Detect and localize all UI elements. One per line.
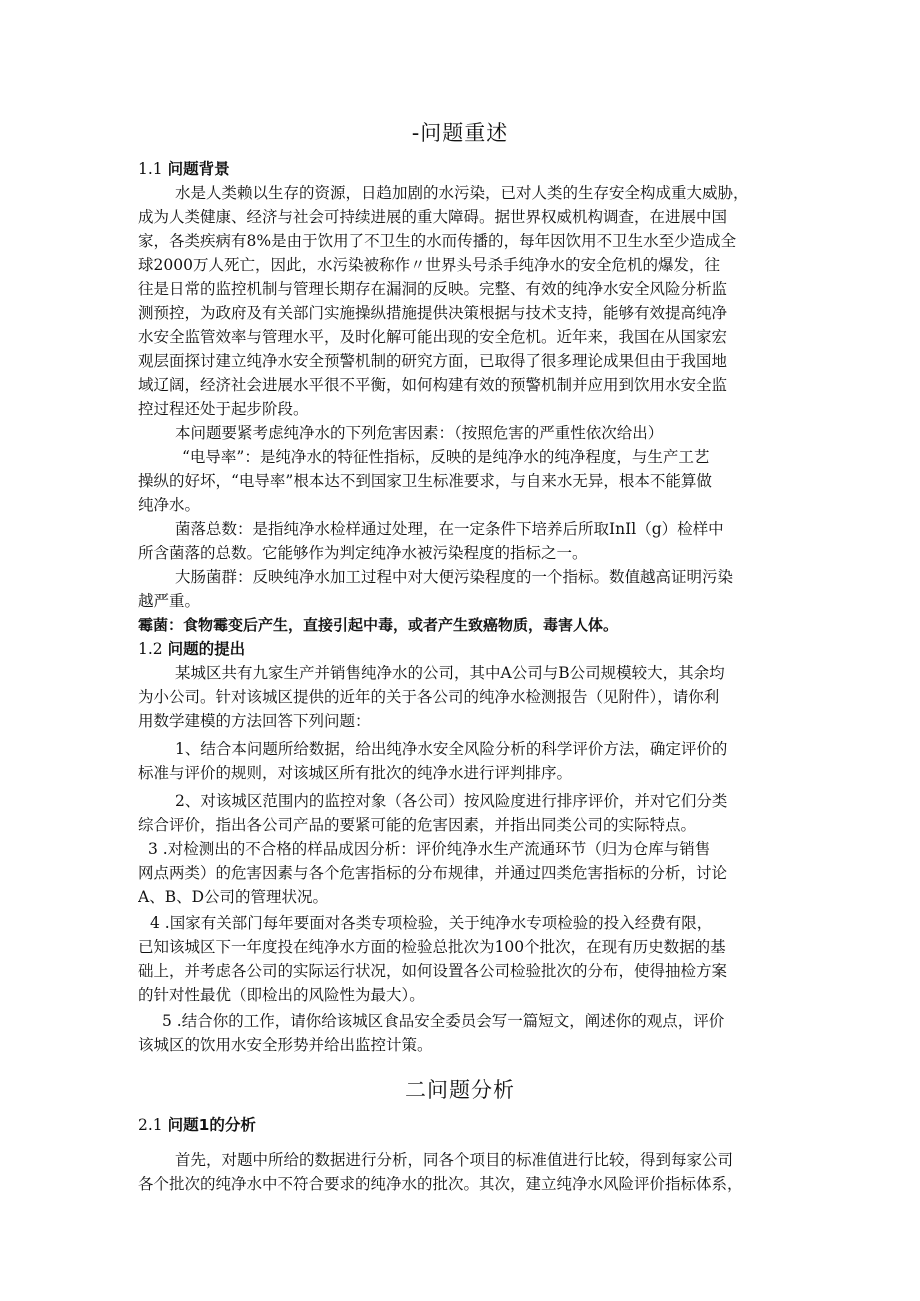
subsection-number: 1.2: [138, 640, 168, 658]
subsection-heading-background: [138, 157, 786, 181]
paragraph-line: 本问题要紧考虑纯净水的下列危害因素：（按照危害的严重性依次给出）: [175, 424, 664, 442]
question-3-line: 网点两类）的危害因素与各个危害指标的分布规律，并通过四类危害指标的分析，讨论: [138, 864, 728, 882]
subsection-heading-problem-statement: [138, 637, 786, 661]
subsection-label: 问题的提出: [167, 640, 246, 658]
paragraph-line: 纯净水。: [138, 496, 201, 514]
subsection-number: 2.1: [138, 1116, 168, 1134]
question-4-line: 已知该城区下一年度投在纯净水方面的检验总批次为100个批次，在现有历史数据的基: [138, 938, 726, 956]
section-title-problem-analysis: 二问题分析: [405, 1078, 515, 1102]
paragraph-line: 各个批次的纯净水中不符合要求的纯净水的批次。其次，建立纯净水风险评价指标体系，: [138, 1175, 743, 1193]
paragraph-line: 观层面探讨建立纯净水安全预警机制的研究方面，已取得了很多理论成果但由于我国地: [138, 352, 728, 370]
paragraph-line: 水是人类赖以生存的资源，日趋加剧的水污染，已对人类的生存安全构成重大威胁，: [175, 184, 749, 202]
paragraph-line: 水安全监管效率与管理水平，及时化解可能出现的安全危机。近年来，我国在从国家宏: [138, 328, 728, 346]
paragraph-line: “电导率”：是纯净水的特征性指标，反映的是纯净水的纯净程度，与生产工艺: [182, 448, 710, 466]
paragraph-line: 越严重。: [138, 592, 201, 610]
paragraph-line: 操纵的好坏，“电导率”根本达不到国家卫生标准要求，与自来水无异，根本不能算做: [138, 472, 712, 490]
question-2-line: 综合评价，指出各公司产品的要紧可能的危害因素，并指出同类公司的实际特点。: [138, 816, 697, 834]
question-4-line: 4 .国家有关部门每年要面对各类专项检验，关于纯净水专项检验的投入经费有限，: [150, 914, 713, 932]
paragraph-line: 成为人类健康、经济与社会可持续进展的重大障碍。据世界权威机构调查，在进展中国: [138, 208, 728, 226]
paragraph-line: 往是日常的监控机制与管理长期存在漏洞的反映。完整、有效的纯净水安全风险分析监: [138, 280, 728, 298]
section-title-problem-restatement: -问题重述: [411, 121, 509, 145]
question-3-line: A、B、D公司的管理状况。: [138, 888, 329, 906]
paragraph-line: 大肠菌群：反映纯净水加工过程中对大便污染程度的一个指标。数值越高证明污染: [175, 568, 734, 586]
question-4-line: 础上，并考虑各公司的实际运行状况，如何设置各公司检验批次的分布，使得抽检方案: [138, 962, 728, 980]
question-5-line: 该城区的饮用水安全形势并给出监控计策。: [138, 1036, 433, 1054]
paragraph-line: 某城区共有九家生产并销售纯净水的公司，其中A公司与B公司规模较大，其余均: [175, 664, 725, 682]
question-1-line: 1、结合本问题所给数据，给出纯净水安全风险分析的科学评价方法，确定评价的: [175, 740, 728, 758]
question-4-line: 的针对性最优（即检出的风险性为最大）。: [138, 986, 425, 1004]
paragraph-line: 所含菌落的总数。它能够作为判定纯净水被污染程度的指标之一。: [138, 544, 588, 562]
subsection-label: 问题1的分析: [167, 1116, 256, 1134]
subsection-heading-q1-analysis: [138, 1113, 786, 1137]
paragraph-line: 家，各类疾病有8%是由于饮用了不卫生的水而传播的，每年因饮用不卫生水至少造成全: [138, 232, 737, 250]
paragraph-line: 域辽阔，经济社会进展水平很不平衡，如何构建有效的预警机制并应用到饮用水安全监: [138, 376, 728, 394]
question-3-line: 3 .对检测出的不合格的样品成因分析：评价纯净水生产流通环节（归为仓库与销售: [148, 840, 711, 858]
paragraph-line: 用数学建模的方法回答下列问题：: [138, 712, 371, 730]
paragraph-line: 控过程还处于起步阶段。: [138, 400, 309, 418]
question-2-line: 2、对该城区范围内的监控对象（各公司）按风险度进行排序评价，并对它们分类: [175, 792, 728, 810]
question-1-line: 标准与评价的规则，对该城区所有批次的纯净水进行评判排序。: [138, 764, 573, 782]
subsection-label: 问题背景: [167, 160, 230, 178]
paragraph-line: 菌落总数：是指纯净水检样通过处理，在一定条件下培养后所取InIl（g）检样中: [175, 520, 724, 538]
subsection-number: 1.1: [138, 160, 168, 178]
bold-paragraph-mold: 霉菌：食物霉变后产生，直接引起中毒，或者产生致癌物质，毒害人体。: [138, 616, 619, 634]
paragraph-line: 首先，对题中所给的数据进行分析，同各个项目的标准值进行比较，得到每家公司: [175, 1151, 734, 1169]
paragraph-line: 球2000万人死亡，因此，水污染被称作〃世界头号杀手纯净水的安全危机的爆发，往: [138, 256, 720, 274]
paragraph-line: 测预控，为政府及有关部门实施操纵措施提供决策根据与技术支持，能够有效提高纯净: [138, 304, 728, 322]
question-5-line: 5 .结合你的工作，请你给该城区食品安全委员会写一篇短文，阐述你的观点，评价: [162, 1012, 725, 1030]
paragraph-line: 为小公司。针对该城区提供的近年的关于各公司的纯净水检测报告（见附件），请你利: [138, 688, 720, 706]
